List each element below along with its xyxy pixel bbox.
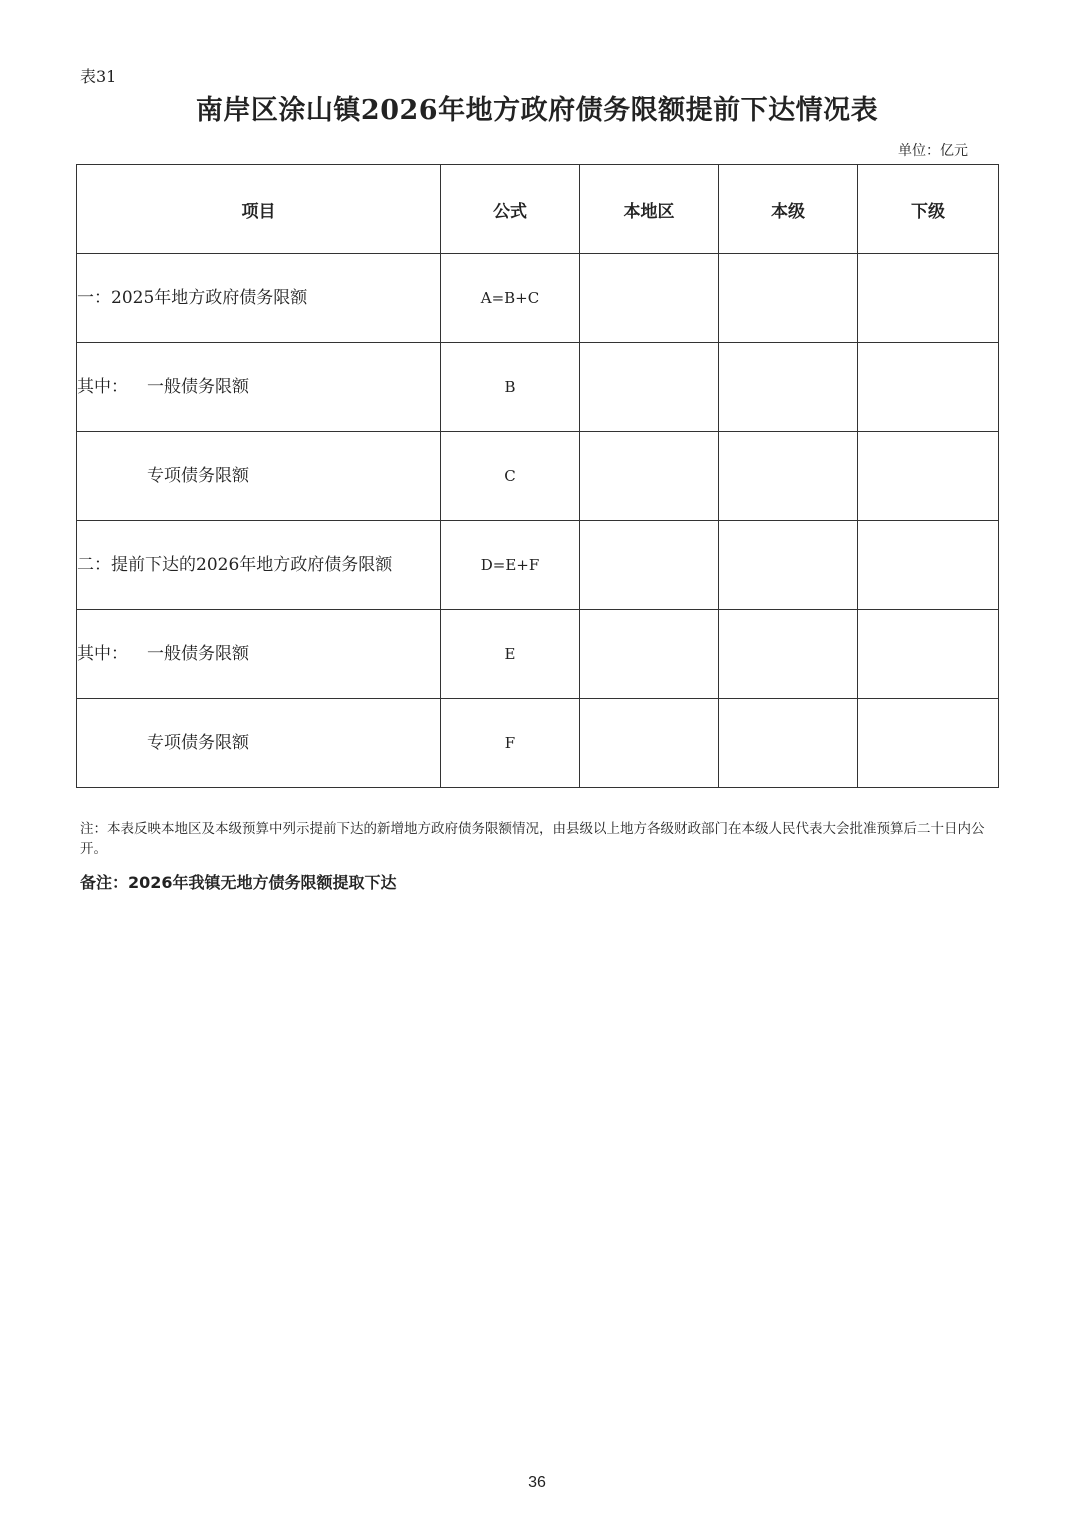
header-region: 本地区	[580, 165, 719, 254]
header-own-level: 本级	[719, 165, 858, 254]
page-number: 36	[528, 1474, 546, 1491]
row-prefix: 其中：	[77, 377, 128, 397]
row-item	[77, 432, 441, 521]
row-region	[580, 610, 719, 699]
table-row	[77, 521, 999, 610]
row-item-label: 二：提前下达的2026年地方政府债务限额	[77, 555, 393, 575]
row-item-label: 专项债务限额	[147, 466, 249, 486]
row-own-level	[719, 343, 858, 432]
row-lower-level	[858, 521, 999, 610]
row-item	[77, 343, 441, 432]
row-region	[580, 699, 719, 788]
row-item-label: 一般债务限额	[147, 377, 249, 397]
row-own-level	[719, 699, 858, 788]
remark: 备注：2026年我镇无地方债务限额提取下达	[80, 873, 397, 892]
row-lower-level	[858, 610, 999, 699]
row-prefix: 其中：	[77, 644, 128, 664]
header-formula: 公式	[441, 165, 580, 254]
row-region	[580, 521, 719, 610]
table-row	[77, 610, 999, 699]
row-region	[580, 343, 719, 432]
page-title: 南岸区涂山镇2026年地方政府债务限额提前下达情况表	[195, 95, 879, 126]
row-formula: F	[441, 699, 580, 788]
row-item	[77, 699, 441, 788]
row-formula: A=B+C	[441, 254, 580, 343]
header-lower-level: 下级	[858, 165, 999, 254]
table-row	[77, 254, 999, 343]
row-own-level	[719, 521, 858, 610]
unit-label: 单位：亿元	[898, 143, 968, 159]
row-region	[580, 432, 719, 521]
row-formula: E	[441, 610, 580, 699]
row-formula: C	[441, 432, 580, 521]
row-lower-level	[858, 432, 999, 521]
row-item-label: 一般债务限额	[147, 644, 249, 664]
table-row	[77, 343, 999, 432]
table-id: 表31	[80, 67, 117, 86]
table-header-row	[77, 165, 999, 254]
row-own-level	[719, 432, 858, 521]
table-row	[77, 432, 999, 521]
table-note: 注：本表反映本地区及本级预算中列示提前下达的新增地方政府债务限额情况，由县级以上地方各级财政部门在本级人民代表大会批准预算后二十日内公开。	[80, 821, 985, 857]
row-formula: B	[441, 343, 580, 432]
row-lower-level	[858, 343, 999, 432]
row-item-label: 专项债务限额	[147, 733, 249, 753]
row-lower-level	[858, 254, 999, 343]
row-item-label: 一：2025年地方政府债务限额	[77, 288, 308, 308]
debt-limit-table	[76, 164, 999, 788]
row-region	[580, 254, 719, 343]
row-item	[77, 254, 441, 343]
row-item	[77, 610, 441, 699]
row-lower-level	[858, 699, 999, 788]
header-item: 项目	[77, 165, 441, 254]
row-formula: D=E+F	[441, 521, 580, 610]
table-row	[77, 699, 999, 788]
row-own-level	[719, 254, 858, 343]
row-own-level	[719, 610, 858, 699]
row-item	[77, 521, 441, 610]
